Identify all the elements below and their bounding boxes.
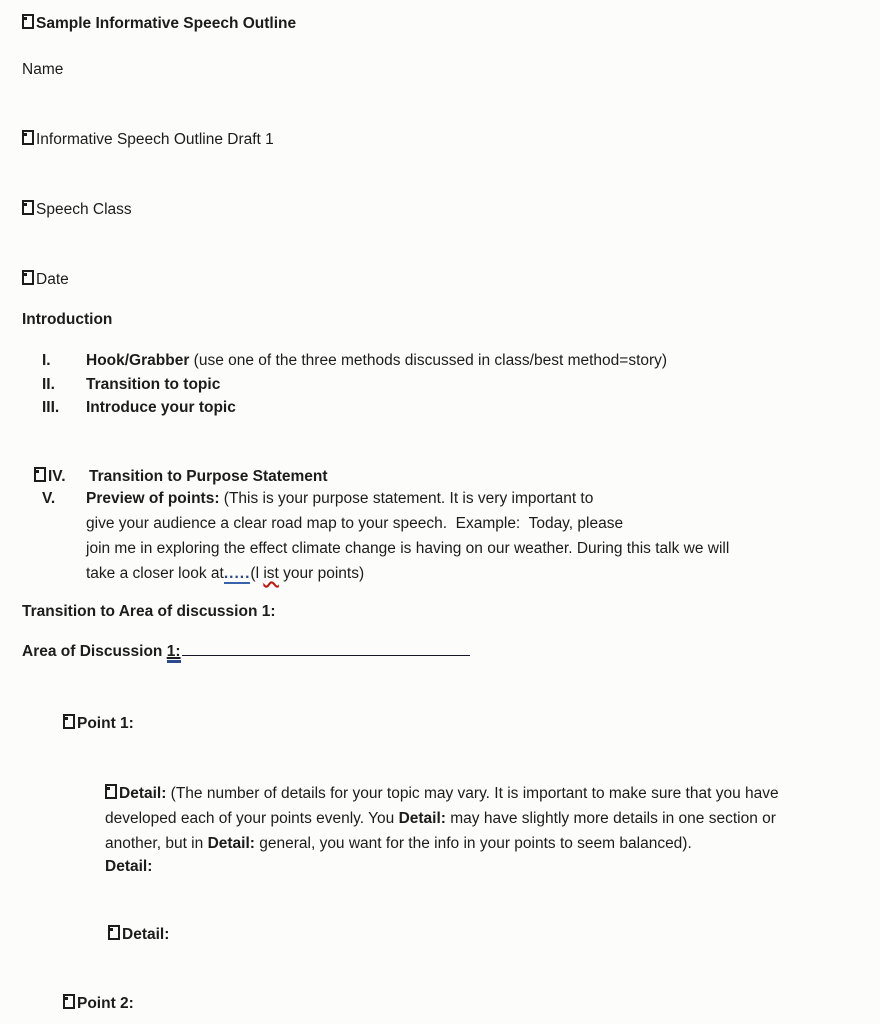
name-label: Name <box>22 61 64 78</box>
outline-label: Introduce your topic <box>86 399 236 416</box>
misspelled-word: ist <box>263 565 279 582</box>
outline-item-2 <box>42 375 220 394</box>
outline-rest: (use one of the three methods discussed in class/best method=story) <box>189 352 668 369</box>
preview-line-2: give your audience a clear road map to your speech. Example: Today, please <box>86 515 624 532</box>
outline-label: Transition to topic <box>86 376 221 393</box>
object-marker-icon <box>22 130 34 145</box>
object-marker-icon <box>22 200 34 215</box>
preview-line-3: join me in exploring the effect climate change is having on our weather. During this talk we will <box>86 540 730 557</box>
outline-numeral: III. <box>42 399 60 416</box>
outline-numeral: I. <box>42 352 51 369</box>
date-label: Date <box>36 271 69 288</box>
date-line <box>22 270 69 289</box>
area-heading-number: 1: <box>167 643 181 663</box>
point1-line <box>63 714 134 733</box>
introduction-heading: Introduction <box>22 311 113 328</box>
preview-line4-suffix: your points) <box>278 565 365 582</box>
outline-numeral: IV. <box>48 468 66 485</box>
object-marker-icon <box>22 270 34 285</box>
blank-dots: ..... <box>223 565 251 582</box>
class-line <box>22 200 132 219</box>
class-label: Speech Class <box>36 201 132 218</box>
outline-item-4 <box>34 467 328 486</box>
detail-paragraph-line-3: another, but in Detail: general, you want for the info in your points to seem balanced). <box>105 835 692 852</box>
name-line <box>22 60 63 79</box>
object-marker-icon <box>63 994 75 1009</box>
title-line <box>22 14 296 33</box>
outline-item-1 <box>42 351 667 370</box>
outline-numeral: II. <box>42 376 55 393</box>
object-marker-icon <box>22 14 34 29</box>
outline-label: Hook/Grabber <box>86 352 190 369</box>
point2-line <box>63 994 134 1013</box>
object-marker-icon <box>63 714 75 729</box>
outline-rest: (This is your purpose statement. It is very important to <box>219 490 594 507</box>
preview-line4-prefix: take a closer look at <box>86 565 224 582</box>
doc-title: Sample Informative Speech Outline <box>36 15 297 32</box>
preview-line-4 <box>86 564 364 583</box>
object-marker-icon <box>105 784 117 799</box>
draft-label: Informative Speech Outline Draft 1 <box>36 131 274 148</box>
object-marker-icon <box>108 925 120 940</box>
fill-in-blank-rule <box>182 642 470 656</box>
outline-item-5 <box>42 489 593 508</box>
detail2-line <box>108 925 169 944</box>
outline-label: Preview of points: <box>86 490 220 507</box>
outline-label: Transition to Purpose Statement <box>89 468 328 485</box>
outline-item-3 <box>42 398 236 417</box>
object-marker-icon <box>34 467 46 482</box>
draft-line <box>22 130 274 149</box>
area-heading <box>22 642 470 661</box>
point1-label: Point 1: <box>77 715 134 732</box>
preview-line4-mid: (l <box>250 565 264 582</box>
transition-heading: Transition to Area of discussion 1: <box>22 603 276 620</box>
area-heading-text: Area of Discussion <box>22 643 167 660</box>
point2-label: Point 2: <box>77 995 134 1012</box>
outline-numeral: V. <box>42 490 56 507</box>
detail2-label: Detail: <box>122 926 170 943</box>
detail-paragraph-line-2: developed each of your points evenly. You Detail: may have slightly more details in one section or <box>105 810 776 827</box>
detail-paragraph-line-1: Detail: (The number of details for your topic may vary. It is important to make sure that you have <box>105 784 779 803</box>
detail-paragraph-line-4: Detail: <box>105 858 153 875</box>
